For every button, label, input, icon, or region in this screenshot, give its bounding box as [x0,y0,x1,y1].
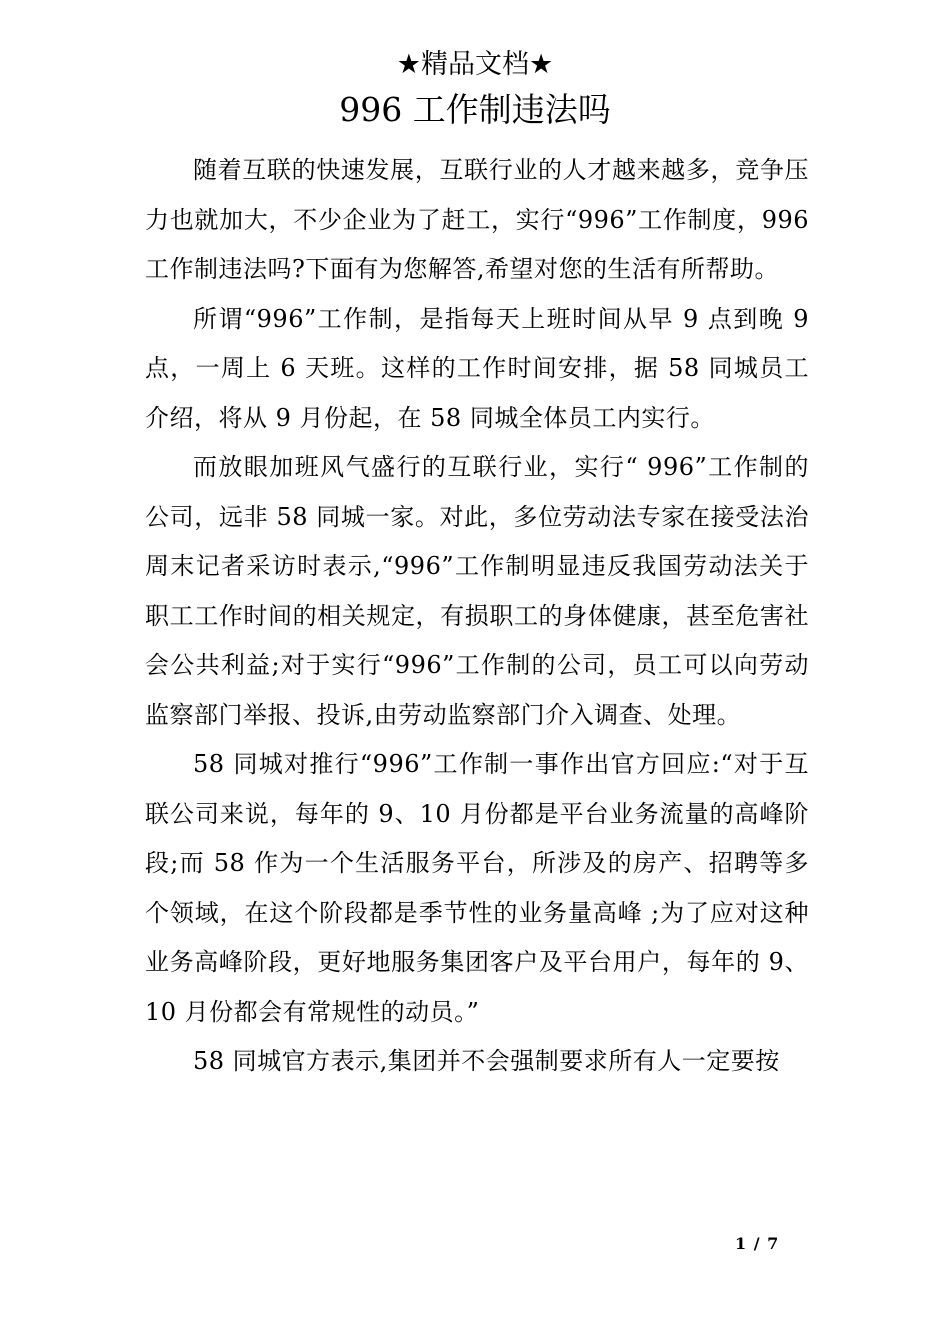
paragraph-official-statement: 58 同城官方表示,集团并不会强制要求所有人一定要按 [193,1047,780,1075]
paragraph-expert-opinion: 而放眼加班风气盛行的互联行业，实行“ 996”工作制的公司，远非 58 同城一家。对此，多位劳动法专家在接受法治周末记者采访时表示,“996”工作制明显违反我国劳动法关于职工工作时间的相关规定，有损职工的身体健康，甚至危害社会公共利益;对于实行“996”工作制的公司，员工可以向劳动监察部门举报、投诉,由劳动监察部门介入调查、处理。 [145,453,809,729]
paragraph-official-response: 58 同城对推行“996”工作制一事作出官方回应:“对于互联公司来说，每年的 9、10 月份都是平台业务流量的高峰阶段;而 58 作为一个生活服务平台，所涉及的房产、招聘等多个领域，在这个阶段都是季节性的业务量高峰 ;为了应对这种业务高峰阶段，更好地服务集团客户及平台用户，每年的 9、10 月份都会有常规性的动员。” [145,750,809,1026]
paragraph-intro: 随着互联的快速发展，互联行业的人才越来越多，竞争压力也就加大，不少企业为了赶工，实行“996”工作制度，996 工作制违法吗?下面有为您解答,希望对您的生活有所帮助。 [145,156,809,283]
document-title: 996 工作制违法吗 [339,90,611,129]
page-number: 1 / 7 [735,1234,780,1253]
document-body [145,146,809,1087]
page-banner: ★精品文档★ [396,49,554,80]
paragraph-definition: 所谓“996”工作制，是指每天上班时间从早 9 点到晚 9 点，一周上 6 天班。这样的工作时间安排，据 58 同城员工介绍，将从 9 月份起，在 58 同城全体员工内实行。 [145,304,809,432]
